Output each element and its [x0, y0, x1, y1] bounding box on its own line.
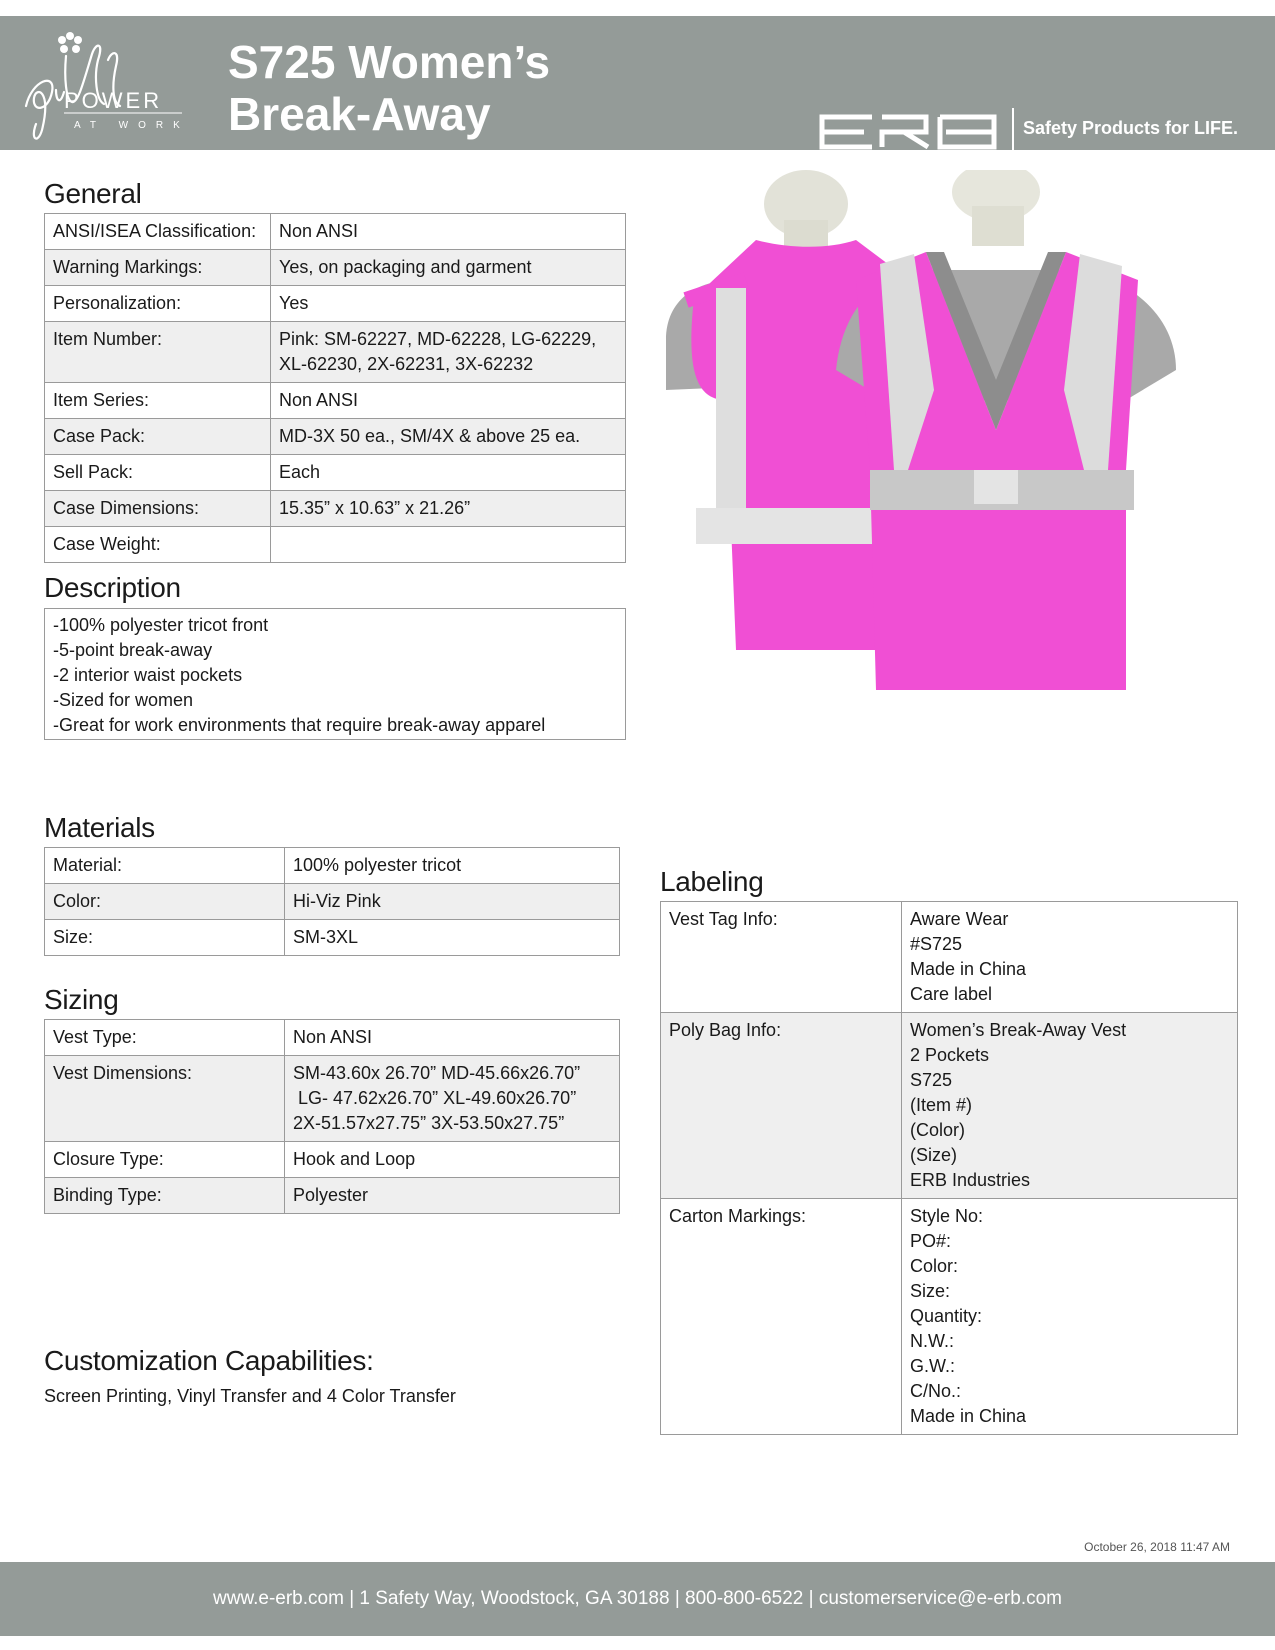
general-value-line: [279, 532, 617, 557]
labeling-value-line: Made in China: [910, 959, 1027, 979]
labeling-value-line: (Size): [910, 1145, 958, 1165]
description-line: -100% polyester tricot front: [53, 615, 269, 635]
sizing-value: [285, 1020, 620, 1056]
materials-table: [44, 847, 620, 956]
labeling-value-line: Quantity:: [910, 1306, 983, 1326]
general-row: [45, 455, 626, 491]
sizing-row: [45, 1056, 620, 1142]
general-label: ANSI/ISEA Classification:: [45, 214, 271, 250]
general-value-line: Non ANSI: [279, 221, 359, 241]
vest-front-view: [836, 170, 1176, 690]
materials-value: [285, 920, 620, 956]
general-label: Case Pack:: [45, 419, 271, 455]
description-line: -5-point break-away: [53, 640, 213, 660]
title-line-1: S725 Women’s: [228, 36, 551, 88]
labeling-value-line: N.W.:: [910, 1331, 954, 1351]
sizing-value-line: Non ANSI: [293, 1027, 373, 1047]
page-header: [0, 16, 1275, 150]
brand-subtitle: AT WORK: [74, 120, 190, 131]
sizing-value-line: SM-43.60x 26.70” MD-45.66x26.70”: [293, 1063, 581, 1083]
general-label: Item Series:: [45, 383, 271, 419]
labeling-value: [902, 1199, 1238, 1435]
labeling-table: [660, 901, 1238, 1435]
labeling-row: [661, 902, 1238, 1013]
general-label: Sell Pack:: [45, 455, 271, 491]
materials-value-line: Hi-Viz Pink: [293, 891, 381, 911]
sizing-value-line: 2X-51.57x27.75” 3X-53.50x27.75”: [293, 1113, 565, 1133]
general-value: [271, 286, 626, 322]
sizing-row: [45, 1178, 620, 1214]
general-row: [45, 527, 626, 563]
general-label: Item Number:: [45, 322, 271, 383]
erb-logo: [818, 114, 1002, 150]
sizing-value: [285, 1178, 620, 1214]
labeling-value-line: G.W.:: [910, 1356, 955, 1376]
sizing-row: [45, 1142, 620, 1178]
labeling-value-line: Made in China: [910, 1406, 1027, 1426]
page-footer: [0, 1562, 1275, 1636]
labeling-value-line: Color:: [910, 1256, 959, 1276]
labeling-label: Poly Bag Info:: [661, 1013, 902, 1199]
general-value: [271, 322, 626, 383]
general-row: [45, 214, 626, 250]
general-label: Personalization:: [45, 286, 271, 322]
sizing-row: [45, 1020, 620, 1056]
labeling-label: Vest Tag Info:: [661, 902, 902, 1013]
vest-product-image: [656, 170, 1218, 730]
general-label: Case Weight:: [45, 527, 271, 563]
materials-label: Size:: [45, 920, 285, 956]
brand-power: POWER: [64, 88, 163, 113]
materials-value: [285, 884, 620, 920]
page-title: [228, 36, 550, 140]
labeling-value-line: (Item #): [910, 1095, 973, 1115]
general-value-line: Yes: [279, 293, 309, 313]
labeling-value-line: ERB Industries: [910, 1170, 1031, 1190]
tagline: Safety Products for LIFE.: [1023, 118, 1239, 138]
general-value: [271, 383, 626, 419]
general-value-line: MD-3X 50 ea., SM/4X & above 25 ea.: [279, 426, 581, 446]
materials-heading: Materials: [44, 812, 155, 843]
labeling-value-line: C/No.:: [910, 1381, 962, 1401]
sizing-value-line: Hook and Loop: [293, 1149, 416, 1169]
customization-text: Screen Printing, Vinyl Transfer and 4 Color Transfer: [44, 1386, 456, 1406]
labeling-value-line: Size:: [910, 1281, 951, 1301]
sizing-label: Vest Type:: [45, 1020, 285, 1056]
general-value-line: Each: [279, 462, 321, 482]
labeling-value: [902, 902, 1238, 1013]
materials-row: [45, 884, 620, 920]
general-row: [45, 419, 626, 455]
labeling-value-line: (Color): [910, 1120, 966, 1140]
general-row: [45, 383, 626, 419]
general-value-line: Non ANSI: [279, 390, 359, 410]
general-value: [271, 491, 626, 527]
footer-contact: www.e-erb.com | 1 Safety Way, Woodstock, GA 30188 | 800-800-6522 | customerservice@e-erb.com: [213, 1588, 1062, 1609]
general-row: [45, 250, 626, 286]
sizing-label: Closure Type:: [45, 1142, 285, 1178]
materials-row: [45, 920, 620, 956]
labeling-value-line: #S725: [910, 934, 963, 954]
labeling-value-line: Style No:: [910, 1206, 984, 1226]
description-heading: Description: [44, 572, 181, 603]
general-value: [271, 527, 626, 563]
materials-value-line: SM-3XL: [293, 927, 359, 947]
sizing-heading: Sizing: [44, 984, 119, 1015]
description-line: -2 interior waist pockets: [53, 665, 243, 685]
materials-label: Color:: [45, 884, 285, 920]
general-heading: General: [44, 178, 142, 209]
sizing-label: Binding Type:: [45, 1178, 285, 1214]
labeling-value: [902, 1013, 1238, 1199]
general-value: [271, 455, 626, 491]
general-value: [271, 250, 626, 286]
sizing-value: [285, 1056, 620, 1142]
general-label: Warning Markings:: [45, 250, 271, 286]
general-value-line: Pink: SM-62227, MD-62228, LG-62229,: [279, 329, 597, 349]
sizing-value: [285, 1142, 620, 1178]
description-line: -Sized for women: [53, 690, 194, 710]
logo-divider: [1012, 108, 1014, 154]
general-value-line: 15.35” x 10.63” x 21.26”: [279, 498, 471, 518]
customization-heading: Customization Capabilities:: [44, 1345, 374, 1376]
labeling-value-line: PO#:: [910, 1231, 952, 1251]
labeling-row: [661, 1199, 1238, 1435]
labeling-row: [661, 1013, 1238, 1199]
general-table: [44, 213, 626, 563]
labeling-value-line: 2 Pockets: [910, 1045, 990, 1065]
materials-row: [45, 848, 620, 884]
labeling-heading: Labeling: [660, 866, 764, 897]
general-value-line: XL-62230, 2X-62231, 3X-62232: [279, 354, 534, 374]
general-value: [271, 214, 626, 250]
sizing-label: Vest Dimensions:: [45, 1056, 285, 1142]
general-label: Case Dimensions:: [45, 491, 271, 527]
materials-value: [285, 848, 620, 884]
sizing-value-line: LG- 47.62x26.70” XL-49.60x26.70”: [293, 1088, 577, 1108]
sizing-value-line: Polyester: [293, 1185, 369, 1205]
labeling-value-line: Women’s Break-Away Vest: [910, 1020, 1127, 1040]
timestamp: October 26, 2018 11:47 AM: [1084, 1540, 1230, 1554]
description-box: [44, 608, 626, 740]
general-row: [45, 286, 626, 322]
general-value: [271, 419, 626, 455]
materials-label: Material:: [45, 848, 285, 884]
sizing-table: [44, 1019, 620, 1214]
flower-icon: [58, 32, 82, 53]
labeling-value-line: Aware Wear: [910, 909, 1009, 929]
labeling-value-line: Care label: [910, 984, 993, 1004]
labeling-value-line: S725: [910, 1070, 953, 1090]
title-line-2: Break-Away: [228, 88, 491, 140]
description-line: -Great for work environments that require break-away apparel: [53, 715, 546, 735]
general-row: [45, 322, 626, 383]
labeling-label: Carton Markings:: [661, 1199, 902, 1435]
general-value-line: Yes, on packaging and garment: [279, 257, 532, 277]
materials-value-line: 100% polyester tricot: [293, 855, 462, 875]
general-row: [45, 491, 626, 527]
girl-power-logo: [12, 20, 202, 146]
